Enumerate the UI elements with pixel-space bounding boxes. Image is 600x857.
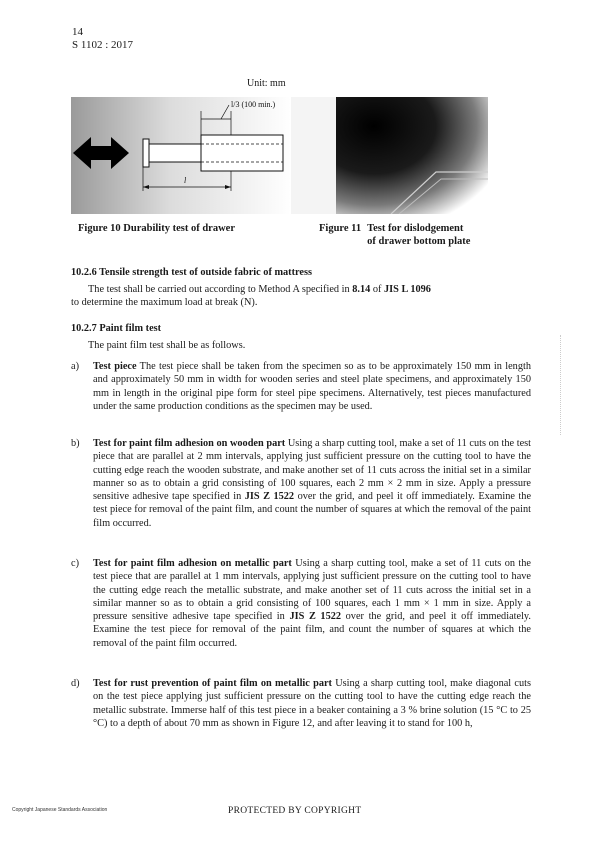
figure-11-label: Figure 11	[319, 223, 362, 234]
item-a-title: Test piece	[93, 361, 137, 372]
figure-area	[71, 97, 488, 214]
copyright-notice: Copyright Japanese Standards Association	[12, 807, 108, 813]
drawer-knob	[143, 139, 149, 167]
item-a-text: The test piece shall be taken from the specimen so as to be approximately 150 mm in length and approximately 50 mm in width for wooden series and steel plate specimens, and approximately 150 mm in length in the original pipe form for steel pipe specimens. Alternatively, test pieces manufactured under the same production conditions as the specimen may be used.	[93, 361, 531, 412]
list-item-b	[71, 437, 531, 530]
item-c-text1: Using a sharp cutting tool, make a set of 11 cuts on the test piece that are parallel at 1 mm intervals, applying just sufficient pressure on the cutting tool to have the cutting edge reach the metallic substrate, and make another set of 11 cuts across the initial set in a similar manner so as to obtain a grid consisting of 100 squares, each 1 mm × 1 mm in size. Apply a pressure sensitive adhesive tape specified in	[93, 558, 531, 623]
list-marker: d)	[71, 678, 80, 689]
page-number: 14	[72, 26, 83, 38]
list-item-d	[71, 677, 531, 730]
s1026-ref-clause: 8.14	[352, 284, 371, 295]
list-item-c	[71, 557, 531, 650]
margin-mark	[560, 335, 565, 435]
item-d-title: Test for rust prevention of paint film on metallic part	[93, 678, 332, 689]
list-marker: a)	[71, 361, 79, 372]
protected-notice: PROTECTED BY COPYRIGHT	[228, 806, 362, 816]
s1026-text-b: of	[370, 284, 384, 295]
figure-11-title-line1: Test for dislodgement	[367, 223, 464, 234]
section-10-2-7-body	[71, 339, 531, 352]
item-c-text2: over the grid, and peel it off immediately. Examine the test piece for removal of the paint film, and count the number of squares at which the removal of the paint film occurred.	[93, 611, 531, 649]
section-10-2-6-heading: 10.2.6 Tensile strength test of outside fabric of mattress	[71, 267, 313, 278]
item-c-ref: JIS Z 1522	[289, 611, 342, 623]
item-c-title: Test for paint film adhesion on metallic part	[93, 558, 292, 569]
page-header	[72, 26, 133, 52]
list-marker: c)	[71, 558, 79, 569]
item-b-text2: over the grid, and peel it off immediately. Examine the test piece for removal of the paint film, and count the number of squares at which the removal of the paint film occurred.	[93, 491, 532, 529]
drawer-body	[201, 135, 283, 171]
section-10-2-6-body	[71, 283, 531, 310]
s1026-text-c: to determine the maximum load at break (N).	[71, 297, 258, 309]
drawer-rail	[149, 144, 201, 162]
figure-11-caption	[319, 222, 470, 248]
figure-10-caption: Figure 10 Durability test of drawer	[78, 223, 235, 234]
section-10-2-7-heading: 10.2.7 Paint film test	[71, 323, 162, 334]
dim-third-label: l/3 (100 min.)	[231, 100, 276, 109]
figure-11-shading	[336, 97, 488, 214]
s1026-ref-standard: JIS L 1096	[383, 284, 431, 295]
list-item-a	[71, 360, 531, 413]
item-d-text: Using a sharp cutting tool, make diagonal cuts on the test piece applying just sufficient pressure on the cutting tool to have the cutting edge reach the metallic substrate. Immerse half of this test piece in a beaker containing a 3 % brine solution (15 °C to 25 °C) to a depth of about 70 mm as shown in Figure 12, and after leaving it to stand for 100 h,	[93, 678, 531, 729]
standard-number: S 1102 : 2017	[72, 39, 134, 51]
dim-l-label: l	[184, 176, 187, 185]
figure-11-title	[367, 222, 470, 248]
s1027-text: The paint film test shall be as follows.	[88, 340, 246, 351]
item-b-title: Test for paint film adhesion on wooden part	[93, 438, 286, 449]
item-b-ref: JIS Z 1522	[244, 491, 295, 503]
unit-label: Unit: mm	[247, 78, 286, 89]
s1026-text-a: The test shall be carried out according to Method A specified in	[88, 284, 353, 295]
figure-11-title-line2: of drawer bottom plate	[367, 236, 471, 247]
figures-drawing	[71, 97, 488, 214]
list-marker: b)	[71, 438, 80, 449]
item-b-text1: Using a sharp cutting tool, make a set of 11 cuts on the test piece that are parallel at 2 mm intervals, applying just sufficient pressure on the cutting tool to have the cutting edge reach the wooden substrate, and make another set of 11 cuts across the initial set in a similar manner so as to obtain a grid consisting of 100 squares, each 2 mm × 2 mm in size. Apply a pressure sensitive adhesive tape specified in	[93, 438, 532, 503]
